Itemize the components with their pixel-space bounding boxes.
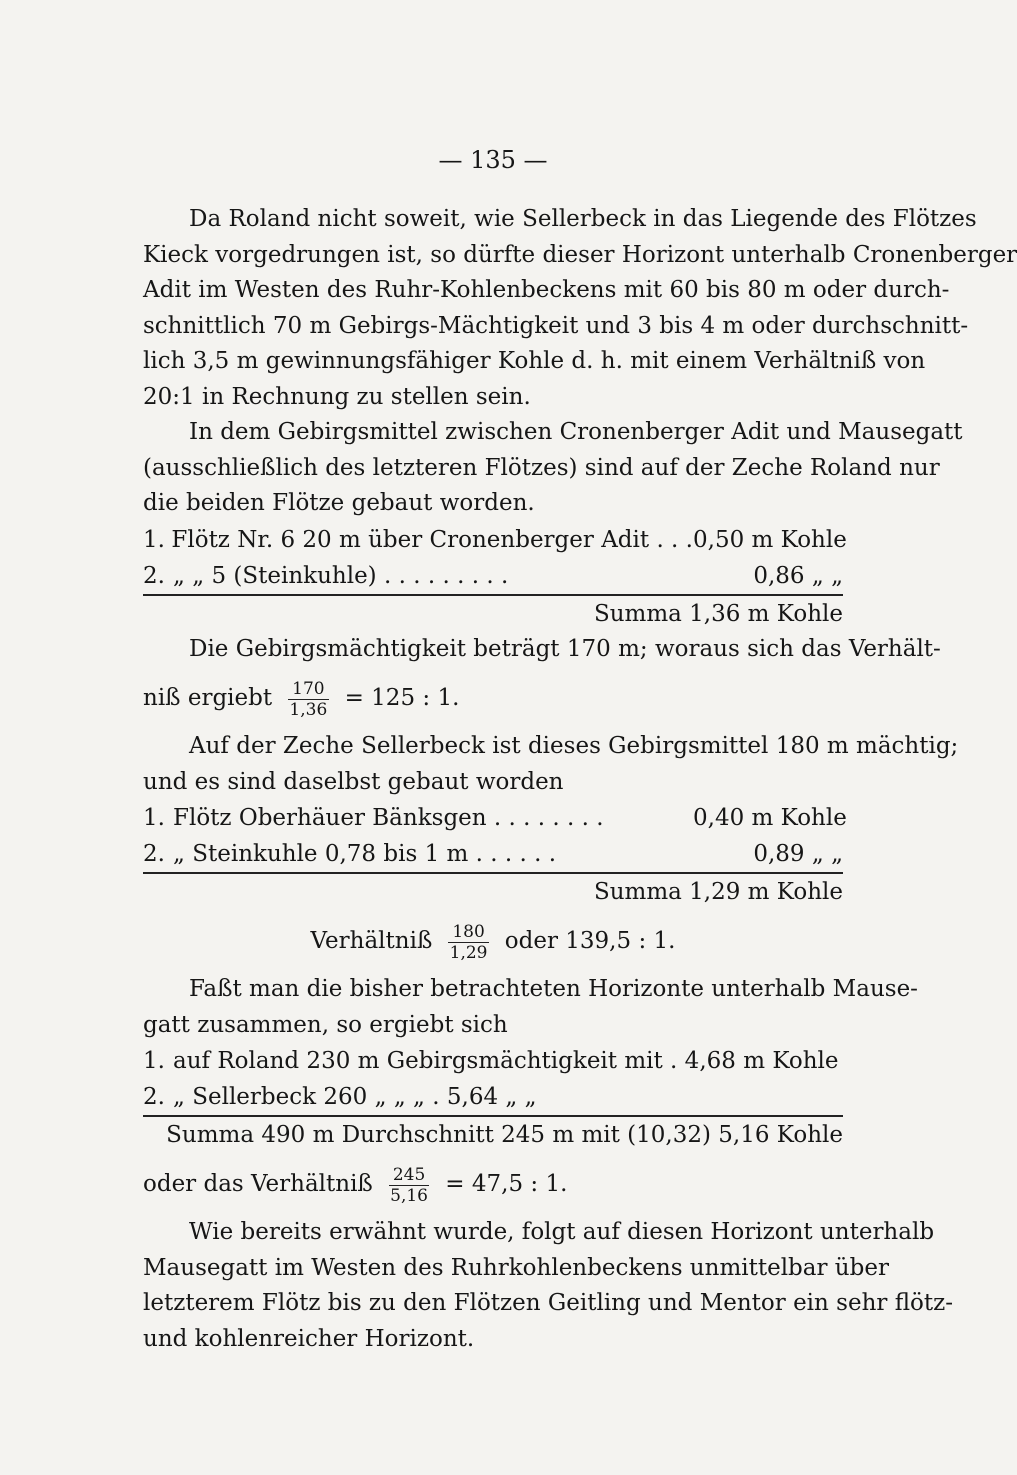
table-row bbox=[143, 836, 843, 874]
sum-line: Summa 1,36 m Kohle bbox=[593, 600, 843, 627]
table-row bbox=[143, 558, 843, 596]
row-description: Flötz Nr. 6 20 m über Cronenberger Adit . . . bbox=[171, 526, 693, 553]
text-line: Wie bereits erwähnt wurde, folgt auf diesen Horizont unterhalb bbox=[189, 1219, 935, 1245]
seam-table-roland bbox=[143, 522, 847, 632]
page-number: — 135 — bbox=[438, 146, 548, 174]
text-line: schnittlich 70 m Gebirgs-Mächtigkeit und 3 bis 4 m oder durchschnitt- bbox=[143, 312, 969, 339]
paragraph-1 bbox=[143, 202, 1017, 415]
paragraph-5 bbox=[143, 972, 918, 1043]
row-number: 2. bbox=[143, 562, 165, 589]
row-description: Flötz Oberhäuer Bänksgen . . . . . . . . bbox=[173, 805, 604, 831]
text-line: lich 3,5 m gewinnungsfähiger Kohle d. h. mit einem Verhältniß von bbox=[143, 348, 926, 374]
fraction-denominator: 1,29 bbox=[449, 942, 488, 963]
paragraph-6 bbox=[143, 1215, 954, 1357]
sum-line: Summa 1,29 m Kohle bbox=[593, 879, 843, 905]
row-number: 1. bbox=[143, 805, 165, 831]
text-line: Auf der Zeche Sellerbeck ist dieses Gebirgsmittel 180 m mächtig; bbox=[189, 733, 959, 759]
summary-table bbox=[143, 1043, 843, 1153]
text-line: Da Roland nicht soweit, wie Sellerbeck in das Liegende des Flötzes bbox=[189, 206, 977, 232]
text-line: Adit im Westen des Ruhr-Kohlenbeckens mit 60 bis 80 m oder durch- bbox=[143, 277, 950, 303]
row-number: 2. bbox=[143, 1084, 165, 1110]
seam-table-sellerbeck bbox=[143, 800, 847, 910]
row-description: „ Sellerbeck 260 „ „ „ . 5,64 „ „ bbox=[173, 1084, 537, 1110]
ratio-result: = 125 : 1. bbox=[344, 685, 460, 711]
row-description: auf Roland 230 m Gebirgsmächtigkeit mit . 4,68 m Kohle bbox=[173, 1048, 839, 1074]
ratio-prefix: oder das Verhältniß bbox=[143, 1171, 373, 1197]
fraction bbox=[446, 922, 492, 963]
text-line: und es sind daselbst gebaut worden bbox=[143, 768, 564, 795]
table-row bbox=[143, 800, 847, 836]
ratio-prefix: niß ergiebt bbox=[143, 685, 273, 711]
row-value: 0,50 m Kohle bbox=[693, 526, 847, 553]
text-line: (ausschließlich des letzteren Flötzes) sind auf der Zeche Roland nur bbox=[143, 454, 940, 481]
text-line: die beiden Flötze gebaut worden. bbox=[143, 490, 535, 516]
row-value: 0,86 „ „ bbox=[753, 562, 843, 589]
row-description: „ „ 5 (Steinkuhle) . . . . . . . . . bbox=[173, 562, 509, 589]
fraction-numerator: 170 bbox=[288, 679, 328, 700]
ratio-line bbox=[143, 1153, 843, 1215]
ratio-result: oder 139,5 : 1. bbox=[504, 928, 676, 954]
text-line: In dem Gebirgsmittel zwischen Cronenberger Adit und Mausegatt bbox=[189, 419, 963, 445]
row-value: 0,40 m Kohle bbox=[693, 805, 847, 831]
table-row bbox=[143, 522, 847, 558]
text-line: gatt zusammen, so ergiebt sich bbox=[143, 1011, 508, 1038]
document-page bbox=[143, 140, 1017, 1357]
text-line: Faßt man die bisher betrachteten Horizonte unterhalb Mause- bbox=[189, 976, 918, 1002]
ratio-result: = 47,5 : 1. bbox=[445, 1171, 568, 1197]
ratio-line bbox=[143, 910, 843, 972]
row-number: 1. bbox=[143, 526, 165, 553]
paragraph-4 bbox=[143, 729, 959, 800]
fraction bbox=[386, 1165, 432, 1206]
table-row bbox=[143, 1079, 843, 1117]
ratio-prefix: Verhältniß bbox=[310, 928, 433, 954]
text-line: Kieck vorgedrungen ist, so dürfte dieser Horizont unterhalb Cronenberger bbox=[143, 241, 1017, 268]
sum-line: Summa 490 m Durchschnitt 245 m mit (10,32) 5,16 Kohle bbox=[166, 1122, 843, 1148]
text-line: und kohlenreicher Horizont. bbox=[143, 1325, 475, 1352]
paragraph-3: Die Gebirgsmächtigkeit beträgt 170 m; woraus sich das Verhält- bbox=[189, 635, 941, 662]
text-line: letzterem Flötz bis zu den Flötzen Geitling und Mentor ein sehr flötz- bbox=[143, 1290, 954, 1316]
fraction-denominator: 5,16 bbox=[390, 1185, 428, 1206]
fraction-numerator: 245 bbox=[389, 1165, 429, 1186]
ratio-line bbox=[143, 667, 843, 729]
row-value: 0,89 „ „ bbox=[753, 841, 843, 867]
paragraph-2 bbox=[143, 415, 963, 522]
fraction-numerator: 180 bbox=[448, 922, 488, 943]
row-description: „ Steinkuhle 0,78 bis 1 m . . . . . . bbox=[173, 841, 557, 867]
fraction bbox=[285, 679, 331, 720]
row-number: 2. bbox=[143, 841, 165, 867]
row-number: 1. bbox=[143, 1048, 165, 1074]
fraction-denominator: 1,36 bbox=[289, 699, 328, 720]
text-line: Mausegatt im Westen des Ruhrkohlenbeckens unmittelbar über bbox=[143, 1254, 889, 1281]
table-row bbox=[143, 1043, 843, 1079]
text-line: 20:1 in Rechnung zu stellen sein. bbox=[143, 383, 531, 410]
